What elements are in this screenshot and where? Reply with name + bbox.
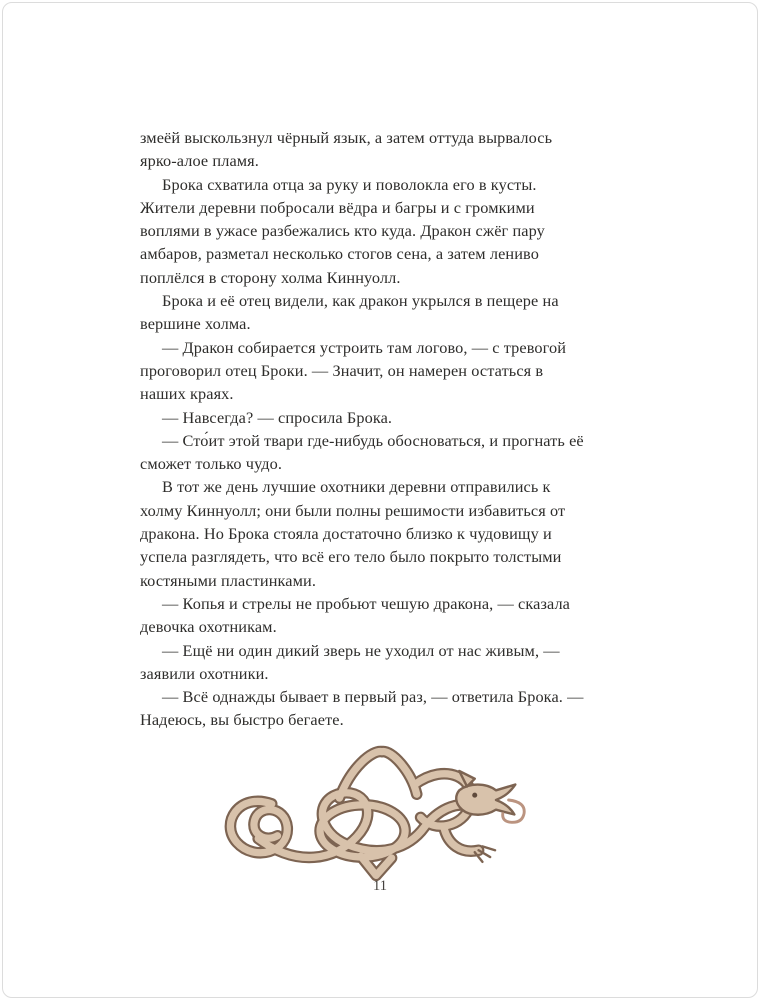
- paragraph: — Сто́ит этой твари где-нибудь обосноваться, и прогнать её сможет только чудо.: [140, 430, 584, 474]
- celtic-dragon-ornament-illustration: [0, 742, 760, 887]
- paragraph: В тот же день лучшие охотники деревни отправились к холму Киннуолл; они были полны решимости избавиться от дракона. Но Брока стояла достаточно близко к чудовищу и успела разглядеть, что всё его тело было покрыто толстыми костяными пластинками.: [140, 477, 566, 590]
- paragraph: Брока схватила отца за руку и поволокла его в кусты. Жители деревни побросали вёдра и багры и с громкими воплями в ужасе разбежались кто куда. Дракон сжёг пару амбаров, разметал несколько стогов сена, а затем лениво поплёлся в сторону холма Киннуолл.: [140, 174, 545, 287]
- dragon-knotwork-icon: [215, 742, 545, 887]
- paragraph: — Всё однажды бывает в первый раз, — ответила Брока. — Надеюсь, вы быстро бегаете.: [140, 687, 584, 730]
- paragraph: — Дракон собирается устроить там логово, — с тревогой проговорил отец Броки. — Значит, он намерен остаться в наших краях.: [140, 337, 567, 404]
- paragraph: — Навсегда? — спросила Брока.: [162, 407, 393, 427]
- page-text-block: [140, 126, 592, 732]
- paragraph: — Копья и стрелы не пробьют чешую дракона, — сказала девочка охотникам.: [140, 593, 571, 637]
- paragraph: змеёй выскользнул чёрный язык, а затем оттуда вырвалось ярко-алое пламя.: [140, 128, 553, 171]
- page-number: 11: [373, 878, 387, 894]
- paragraph: Брока и её отец видели, как дракон укрылся в пещере на вершине холма.: [140, 291, 559, 334]
- paragraph: — Ещё ни один дикий зверь не уходил от нас живым, — заявили охотники.: [140, 640, 560, 683]
